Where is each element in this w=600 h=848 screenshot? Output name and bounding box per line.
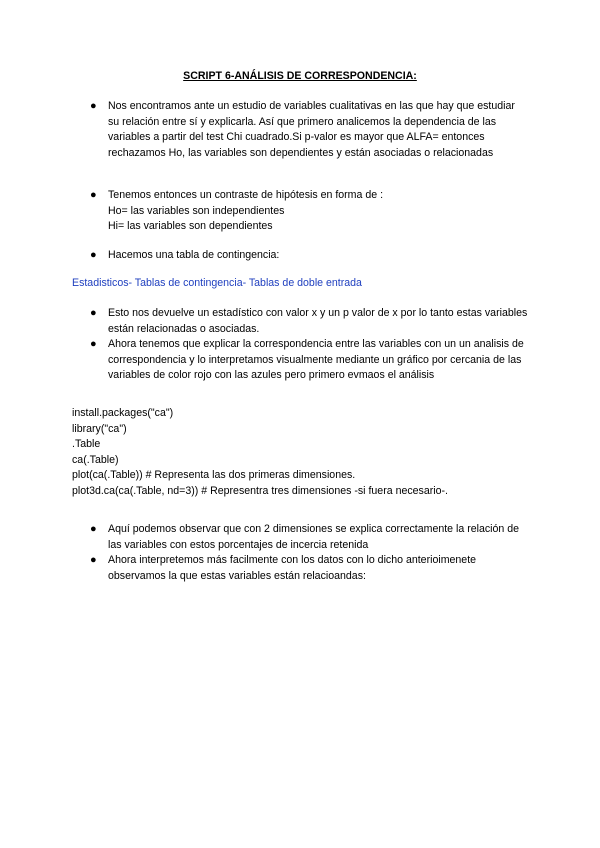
code-line: plot(ca(.Table)) # Representa las dos primeras dimensiones.	[72, 469, 356, 481]
bullet-icon: ●	[90, 523, 97, 535]
bullet-text: Aquí podemos observar que con 2 dimensiones se explica correctamente la relación de las variables con estos porcentajes de incercia retenida	[108, 523, 520, 551]
hypothesis-bullet-list	[90, 188, 528, 235]
list-item	[90, 306, 528, 337]
bullet-text: Esto nos devuelve un estadístico con valor x y un p valor de x por lo tanto estas variables están relacionadas o asociadas.	[108, 307, 528, 335]
code-line: library("ca")	[72, 422, 127, 435]
bullet-text: Nos encontramos ante un estudio de variables cualitativas en las que hay que estudiar su relación entre sí y explicarla. Así que primero analicemos la dependencia de las variables a partir del test Chi cuadrado.Si p-valor es mayor que ALFA= entonces rechazamos Ho, las variables son dependientes y están asociadas o relacionadas	[108, 100, 515, 159]
bullet-text: Hacemos una tabla de contingencia:	[108, 249, 280, 261]
list-item	[90, 553, 528, 584]
results-bullet-list	[90, 306, 528, 384]
list-item	[90, 188, 528, 235]
code-line: .Table	[72, 438, 101, 450]
list-item	[90, 337, 528, 384]
menu-path-link[interactable]: Estadisticos- Tablas de contingencia- Tablas de doble entrada	[72, 277, 362, 289]
bullet-text: Tenemos entonces un contraste de hipótesis en forma de :	[108, 189, 384, 201]
bullet-icon: ●	[90, 554, 97, 566]
list-item	[90, 522, 528, 553]
hypothesis-alt: Hi= las variables son dependientes	[108, 220, 273, 232]
bullet-icon: ●	[90, 100, 97, 112]
code-block	[72, 406, 448, 499]
code-line: plot3d.ca(ca(.Table, nd=3)) # Representra tres dimensiones -si fuera necesario-.	[72, 484, 448, 497]
bullet-icon: ●	[90, 189, 97, 201]
hypothesis-null: Ho= las variables son independientes	[108, 204, 285, 217]
list-item	[90, 248, 528, 264]
bullet-icon: ●	[90, 249, 97, 261]
code-line: install.packages("ca")	[72, 407, 174, 419]
bullet-text: Ahora interpretemos más facilmente con los datos con lo dicho anterioimenete observamos la que estas variables están relacioandas:	[108, 554, 477, 582]
bullet-icon: ●	[90, 338, 97, 350]
list-item	[90, 99, 528, 161]
document-title: SCRIPT 6-ANÁLISIS DE CORRESPONDENCIA:	[183, 70, 417, 82]
contingency-bullet-list	[90, 248, 528, 264]
bullet-text: Ahora tenemos que explicar la correspondencia entre las variables con un un analisis de correspondencia y lo interpretamos visualmente mediante un gráfico por cercania de las variables de color rojo con las azules pero primero evmaos el análisis	[108, 338, 524, 381]
interpretation-bullet-list	[90, 522, 528, 584]
intro-bullet-list	[90, 99, 528, 161]
bullet-icon: ●	[90, 307, 97, 319]
code-line: ca(.Table)	[72, 453, 119, 466]
